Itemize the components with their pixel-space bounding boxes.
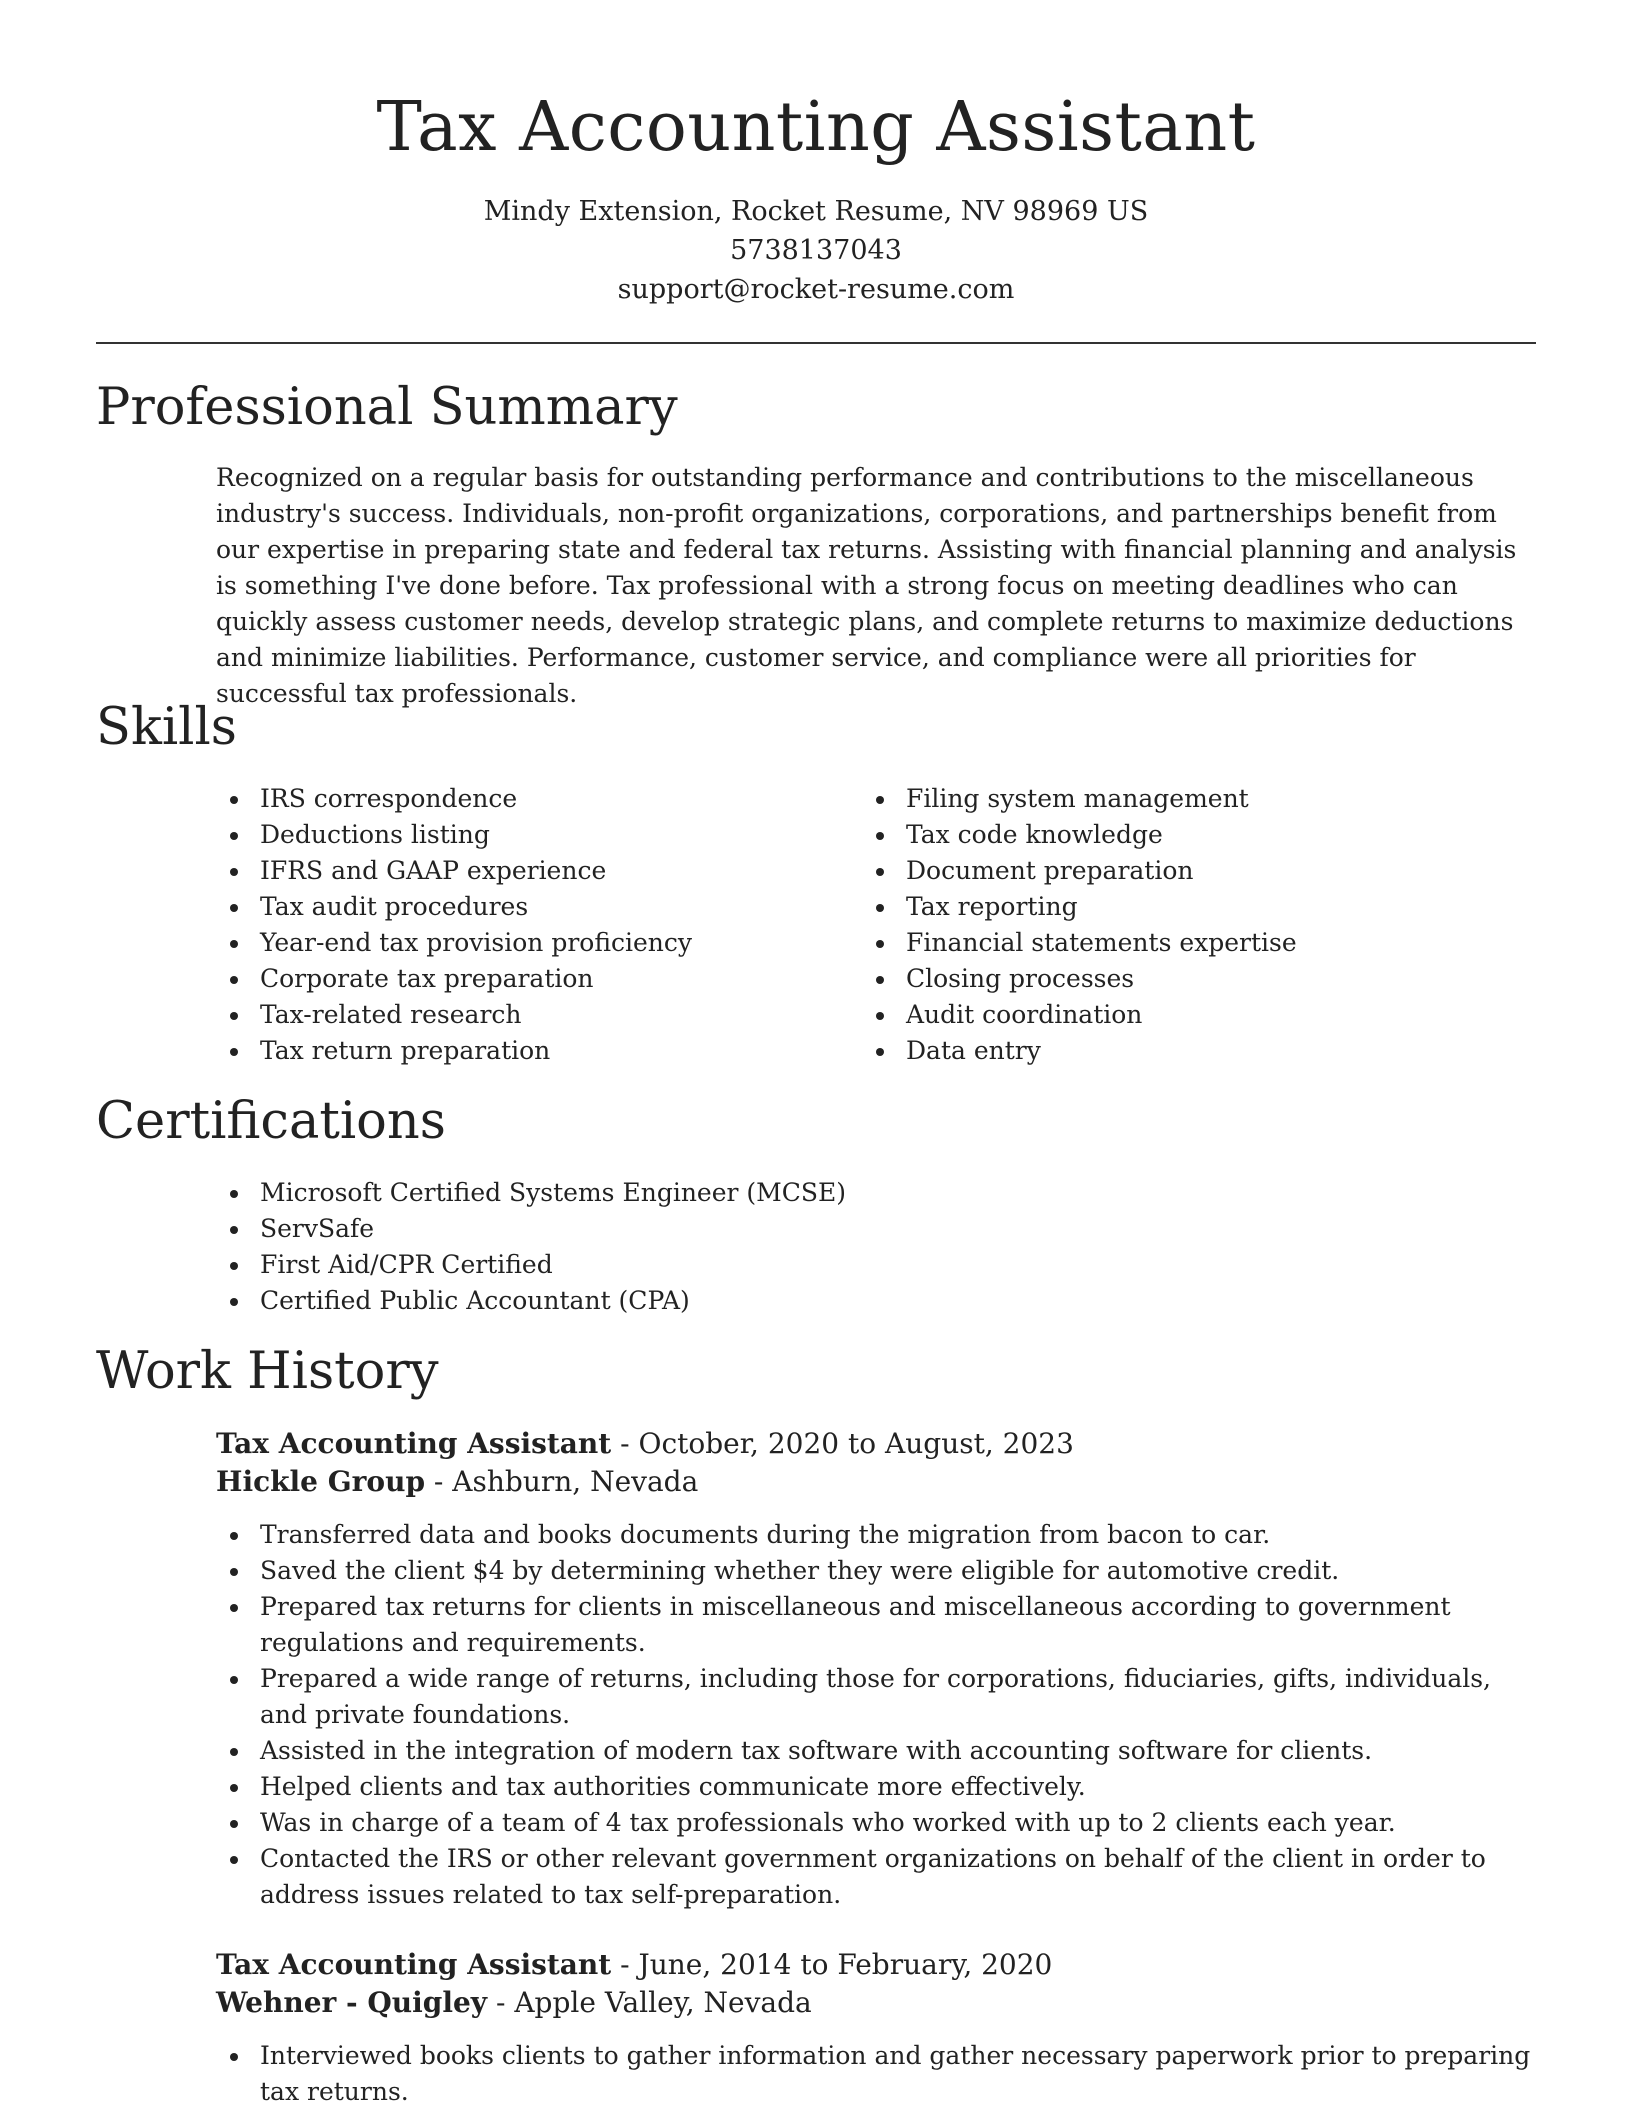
skill-item: Deductions listing: [216, 817, 856, 853]
contact-block: [0, 192, 1632, 309]
job-bullet: Saved the client $4 by determining whether they were eligible for automotive credit.: [216, 1553, 1541, 1589]
skill-item: Audit coordination: [862, 997, 1502, 1033]
phone-line: 5738137043: [730, 235, 902, 266]
job-role: Tax Accounting Assistant: [216, 1948, 612, 1981]
job-dates: October, 2020 to August, 2023: [638, 1427, 1074, 1460]
skills-list-right: [862, 781, 1502, 1069]
job-title-line: [216, 1946, 1541, 1984]
resume-header: [0, 0, 1632, 309]
summary-heading: Professional Summary: [96, 378, 678, 437]
email-line: support@rocket-resume.com: [617, 274, 1015, 305]
job-bullets: [216, 1517, 1541, 1913]
job-title-line: [216, 1425, 1541, 1463]
job-bullet: Interviewed books clients to gather information and gather necessary paperwork prior to preparing tax returns.: [216, 2038, 1541, 2110]
separator: -: [487, 1986, 515, 2019]
candidate-title: Tax Accounting Assistant: [376, 88, 1256, 167]
job-company: Hickle Group: [216, 1465, 426, 1498]
job-company-line: [216, 1984, 1541, 2022]
certification-item: Certified Public Accountant (CPA): [216, 1283, 1516, 1319]
certification-item: ServSafe: [216, 1211, 1516, 1247]
separator: -: [611, 1948, 639, 1981]
separator: -: [425, 1465, 453, 1498]
job-bullet: Was in charge of a team of 4 tax professionals who worked with up to 2 clients each year.: [216, 1805, 1541, 1841]
job-bullet: Helped clients and tax authorities communicate more effectively.: [216, 1769, 1541, 1805]
skill-item: Document preparation: [862, 853, 1502, 889]
skills-heading: Skills: [96, 698, 237, 757]
job-bullet: Assisted in the integration of modern tax software with accounting software for clients.: [216, 1733, 1541, 1769]
summary-text: Recognized on a regular basis for outstanding performance and contributions to the miscellaneous industry's success. Individuals, non-profit organizations, corporations, and partnerships benefit from our expertise in preparing state and federal tax returns. Assisting with financial planning and analysis is something I've done before. Tax professional with a strong focus on meeting deadlines who can quickly assess customer needs, develop strategic plans, and complete returns to maximize deductions and minimize liabilities. Performance, customer service, and compliance were all priorities for successful tax professionals.: [216, 463, 1517, 708]
job-bullet: Prepared tax returns for clients in miscellaneous and miscellaneous according to government regulations and requirements.: [216, 1589, 1541, 1661]
skill-item: Tax reporting: [862, 889, 1502, 925]
job-role: Tax Accounting Assistant: [216, 1427, 612, 1460]
job-bullet: Prepared a wide range of returns, including those for corporations, fiduciaries, gifts, individuals, and private foundations.: [216, 1661, 1541, 1733]
job-company-line: [216, 1463, 1541, 1501]
job-dates: June, 2014 to February, 2020: [638, 1948, 1053, 1981]
skill-item: Tax audit procedures: [216, 889, 856, 925]
job-entry: [216, 1425, 1541, 1913]
skill-item: Data entry: [862, 1033, 1502, 1069]
skills-list-left: [216, 781, 856, 1069]
job-entry: [216, 1946, 1541, 2110]
skill-item: IFRS and GAAP experience: [216, 853, 856, 889]
skill-item: Year-end tax provision proficiency: [216, 925, 856, 961]
work-history-heading: Work History: [96, 1342, 439, 1401]
certifications-heading: Certifications: [96, 1092, 446, 1151]
job-bullet: Contacted the IRS or other relevant government organizations on behalf of the client in order to address issues related to tax self-preparation.: [216, 1841, 1541, 1913]
certification-item: Microsoft Certified Systems Engineer (MCSE): [216, 1175, 1516, 1211]
certifications-list: [216, 1175, 1516, 1319]
separator: -: [611, 1427, 639, 1460]
address-line: Mindy Extension, Rocket Resume, NV 98969 US: [483, 196, 1149, 227]
skill-item: Tax code knowledge: [862, 817, 1502, 853]
skill-item: Closing processes: [862, 961, 1502, 997]
skill-item: Tax return preparation: [216, 1033, 856, 1069]
skill-item: Financial statements expertise: [862, 925, 1502, 961]
skill-item: Tax-related research: [216, 997, 856, 1033]
skill-item: IRS correspondence: [216, 781, 856, 817]
job-bullet: Transferred data and books documents during the migration from bacon to car.: [216, 1517, 1541, 1553]
skill-item: Corporate tax preparation: [216, 961, 856, 997]
certification-item: First Aid/CPR Certified: [216, 1247, 1516, 1283]
job-location: Apple Valley, Nevada: [514, 1986, 812, 2019]
skill-item: Filing system management: [862, 781, 1502, 817]
job-location: Ashburn, Nevada: [452, 1465, 699, 1498]
job-bullets: [216, 2038, 1541, 2110]
job-company: Wehner - Quigley: [216, 1986, 488, 2019]
header-divider: [96, 342, 1536, 344]
